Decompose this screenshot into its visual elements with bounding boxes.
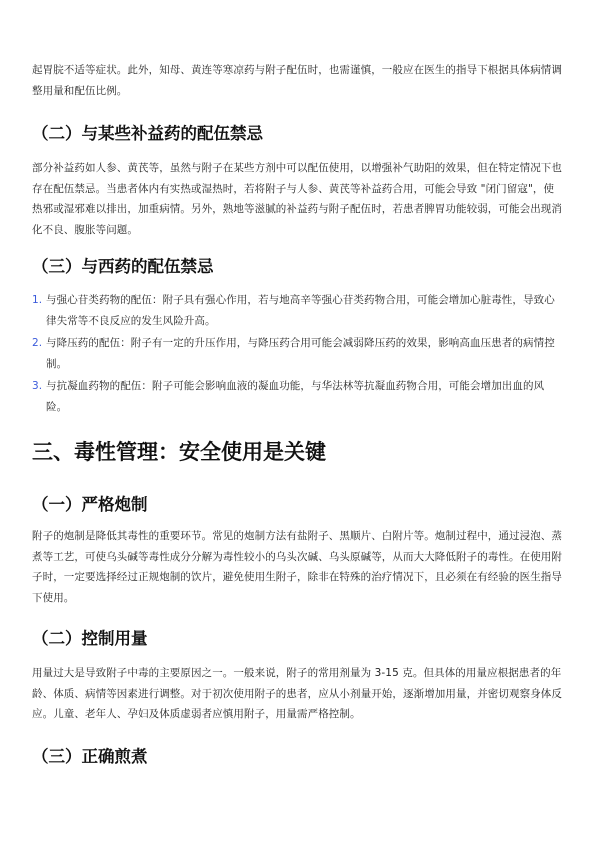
section-3-2-paragraph: 用量过大是导致附子中毒的主要原因之一。一般来说，附子的常用剂量为 3-15 克。但具体的用量应根据患者的年龄、体质、病情等因素进行调整。对于初次使用附子的患者，应从小剂量开始，逐渐增加用量，并密切观察身体反应。儿童、老年人、孕妇及体质虚弱者应慎用附子，用量需严格控制。 <box>32 667 562 720</box>
list-item <box>32 376 562 417</box>
section-2-3-list-block <box>32 290 562 417</box>
section-3-1-heading-block <box>32 494 562 516</box>
section-2-3-heading: （三）与西药的配伍禁忌 <box>32 257 214 276</box>
section-2-2-heading: （二）与某些补益药的配伍禁忌 <box>32 124 263 143</box>
section-3-2-heading: （二）控制用量 <box>32 629 148 648</box>
section-3-3-heading-block <box>32 746 562 768</box>
section-2-2-heading-block <box>32 123 562 145</box>
list-item-number: 3. <box>32 380 43 392</box>
intro-paragraph: 起胃脘不适等症状。此外，知母、黄连等寒凉药与附子配伍时，也需谨慎，一般应在医生的指导下根据具体病情调整用量和配伍比例。 <box>32 64 562 97</box>
list-item <box>32 290 562 331</box>
section-2-2-paragraph-block <box>32 158 562 240</box>
section-2-3-heading-block <box>32 256 562 278</box>
section-3-2-heading-block <box>32 628 562 650</box>
list-item-number: 2. <box>32 337 43 349</box>
intro-paragraph-block <box>32 60 562 101</box>
list-item-text: 与强心苷类药物的配伍：附子具有强心作用，若与地高辛等强心苷类药物合用，可能会增加心脏毒性，导致心律失常等不良反应的发生风险升高。 <box>46 294 555 327</box>
section-3-3-heading: （三）正确煎煮 <box>32 747 148 766</box>
list-item-text: 与降压药的配伍：附子有一定的升压作用，与降压药合用可能会减弱降压药的效果，影响高血压患者的病情控制。 <box>46 337 555 370</box>
section-3-1-paragraph: 附子的炮制是降低其毒性的重要环节。常见的炮制方法有盐附子、黑顺片、白附片等。炮制过程中，通过浸泡、蒸煮等工艺，可使乌头碱等毒性成分分解为毒性较小的乌头次碱、乌头原碱等，从而大大降低附子的毒性。在使用附子时，一定要选择经过正规炮制的饮片，避免使用生附子，除非在特殊的治疗情况下，且必须在有经验的医生指导下使用。 <box>32 530 562 604</box>
section-3-1-heading: （一）严格炮制 <box>32 495 148 514</box>
section-3-2-paragraph-block <box>32 663 562 725</box>
section-3-1-paragraph-block <box>32 526 562 608</box>
list-item <box>32 333 562 374</box>
list-item-text: 与抗凝血药物的配伍：附子可能会影响血液的凝血功能，与华法林等抗凝血药物合用，可能会增加出血的风险。 <box>46 380 545 413</box>
section-2-2-paragraph: 部分补益药如人参、黄芪等，虽然与附子在某些方剂中可以配伍使用，以增强补气助阳的效果，但在特定情况下也存在配伍禁忌。当患者体内有实热或湿热时，若将附子与人参、黄芪等补益药合用，可能会导致 "闭门留寇"，使热邪或湿邪难以排出，加重病情。另外，熟地等滋腻的补益药与附子配伍时，若患者脾胃功能较弱，可能会出现消化不良、腹胀等问题。 <box>32 162 562 236</box>
list-item-number: 1. <box>32 294 43 306</box>
incompatibility-list <box>32 290 562 417</box>
section-3-heading-block <box>32 438 562 466</box>
section-3-heading: 三、毒性管理：安全使用是关键 <box>32 440 326 464</box>
